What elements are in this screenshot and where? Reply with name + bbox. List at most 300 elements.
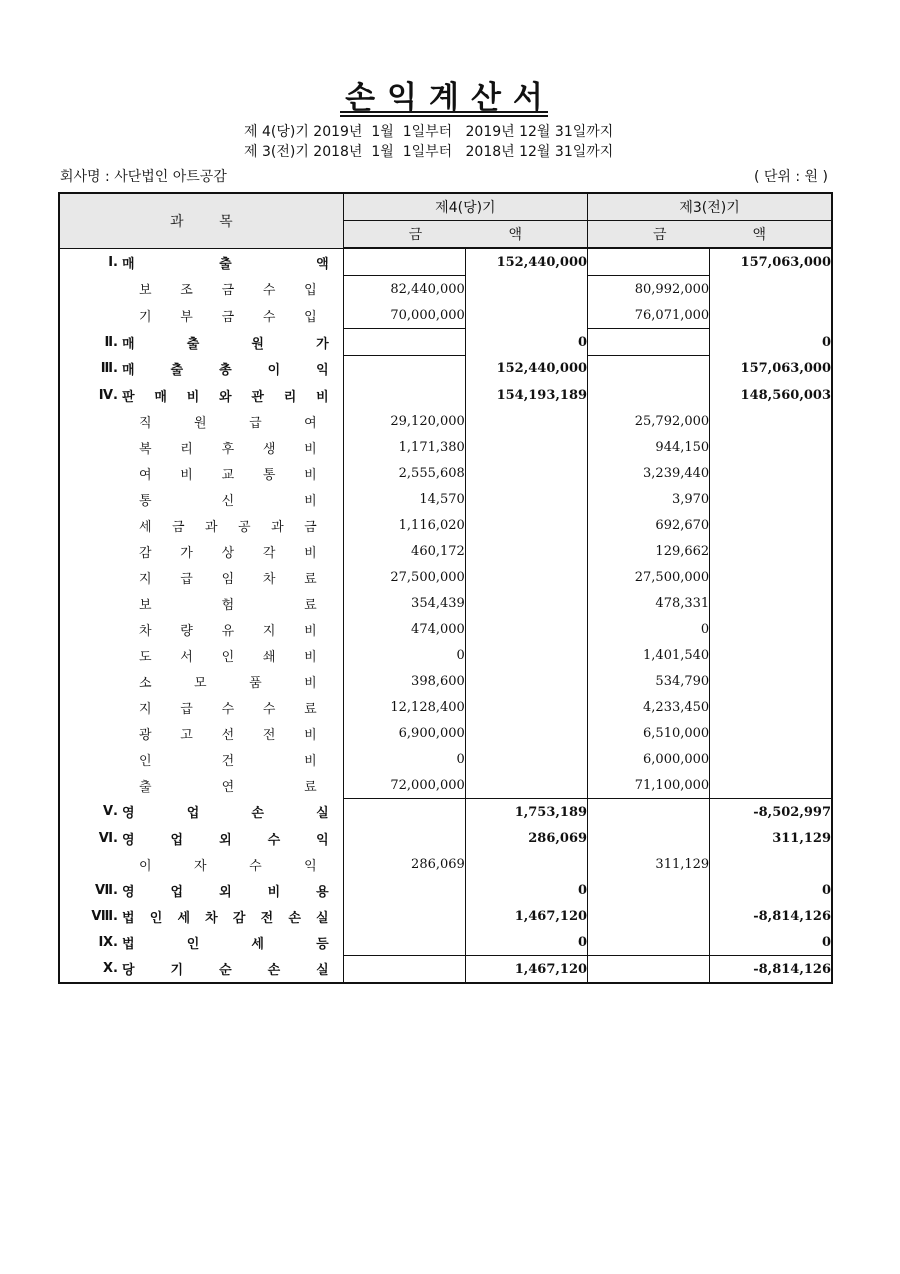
current-detail-amount: 354,439 [343, 590, 465, 616]
current-detail-amount [343, 382, 465, 408]
account-name [118, 881, 343, 900]
label-char: 자 [194, 858, 207, 874]
row-label [59, 877, 343, 903]
label-char: 등 [316, 936, 329, 952]
label-char: 익 [304, 858, 317, 874]
label-char: 임 [221, 571, 235, 587]
current-detail-amount [343, 248, 465, 276]
label-char: 출 [170, 363, 184, 379]
label-char: 업 [186, 806, 200, 822]
current-total-amount: 0 [465, 877, 587, 903]
table-header-row [59, 193, 832, 221]
prior-detail-amount: 4,233,450 [588, 694, 710, 720]
label-char: 료 [304, 779, 317, 795]
label-char: 기 [170, 963, 184, 979]
row-label [59, 799, 343, 826]
current-total-amount [465, 746, 587, 772]
row-label [59, 642, 343, 668]
label-char: 비 [304, 467, 317, 483]
row-label [59, 276, 343, 303]
label-char: 비 [304, 675, 317, 691]
label-char: 지 [262, 623, 276, 639]
current-detail-amount: 286,069 [343, 851, 465, 877]
prior-detail-amount [588, 956, 710, 984]
label-char: 전 [262, 727, 276, 743]
prior-detail-amount: 0 [588, 616, 710, 642]
label-char: 실 [316, 963, 329, 979]
current-detail-amount: 474,000 [343, 616, 465, 642]
label-char: 실 [316, 806, 329, 822]
label-char: 신 [221, 493, 235, 509]
row-label [59, 903, 343, 929]
account-name [118, 333, 343, 352]
account-name [60, 464, 343, 483]
title-underline-second [340, 115, 548, 117]
label-char: 수 [262, 701, 276, 717]
prior-total-amount: 311,129 [710, 825, 832, 851]
account-name [118, 933, 343, 952]
current-total-amount [465, 720, 587, 746]
account-name [60, 646, 343, 665]
table-row [59, 772, 832, 799]
label-char: 서 [180, 649, 193, 665]
row-label [59, 408, 343, 434]
account-name [60, 672, 343, 691]
header-current-period: 제4(당)기 [343, 193, 587, 221]
label-char: 영 [122, 884, 135, 900]
label-char: 각 [262, 545, 276, 561]
currency-unit: ( 단위 : 원 ) [753, 169, 828, 185]
label-char: 비 [186, 389, 200, 405]
prior-detail-amount: 1,401,540 [588, 642, 710, 668]
table-row [59, 486, 832, 512]
label-char: 감 [232, 910, 246, 926]
prior-total-amount [710, 408, 832, 434]
prior-detail-amount: 71,100,000 [588, 772, 710, 799]
account-name [60, 855, 343, 874]
label-char: 가 [316, 336, 329, 352]
prior-total-amount [710, 460, 832, 486]
label-char: 보 [139, 597, 152, 613]
amount-label-1: 금 [408, 227, 423, 243]
prior-total-amount: 0 [710, 929, 832, 956]
prior-detail-amount: 76,071,000 [588, 302, 710, 329]
label-char: 손 [267, 963, 281, 979]
prior-total-amount: -8,814,126 [710, 956, 832, 984]
roman-numeral: Ⅰ. [108, 254, 118, 270]
roman-numeral: Ⅲ. [100, 361, 118, 377]
row-label [59, 356, 343, 383]
label-char: 외 [219, 832, 232, 848]
row-label [59, 512, 343, 538]
title-underline [340, 111, 548, 113]
label-char: 전 [260, 910, 274, 926]
label-char: 세 [177, 910, 190, 926]
table-row [59, 642, 832, 668]
label-char: 비 [304, 753, 317, 769]
row-label [59, 434, 343, 460]
prior-detail-amount: 3,970 [588, 486, 710, 512]
label-char: 업 [170, 832, 184, 848]
table-row [59, 329, 832, 356]
account-name [60, 698, 343, 717]
current-total-amount [465, 642, 587, 668]
current-total-amount [465, 302, 587, 329]
current-total-amount: 0 [465, 329, 587, 356]
current-total-amount: 152,440,000 [465, 356, 587, 383]
label-char: 액 [316, 256, 329, 272]
label-char: 매 [154, 389, 167, 405]
prior-detail-amount: 944,150 [588, 434, 710, 460]
label-char: 후 [221, 441, 235, 457]
label-char: 과 [205, 519, 218, 535]
label-char: 쇄 [262, 649, 276, 665]
label-char: 복 [139, 441, 152, 457]
account-name [60, 620, 343, 639]
label-char: 도 [139, 649, 152, 665]
label-char: 비 [304, 649, 317, 665]
label-char: 이 [267, 363, 281, 379]
current-total-amount: 154,193,189 [465, 382, 587, 408]
prior-total-amount [710, 746, 832, 772]
prior-detail-amount [588, 248, 710, 276]
label-char: 매 [122, 336, 135, 352]
label-char: 익 [316, 363, 329, 379]
prior-total-amount [710, 851, 832, 877]
prior-detail-amount [588, 825, 710, 851]
label-char: 리 [283, 389, 297, 405]
table-row [59, 851, 832, 877]
label-char: 모 [194, 675, 207, 691]
row-label [59, 668, 343, 694]
label-char: 인 [186, 936, 200, 952]
row-label [59, 694, 343, 720]
table-row [59, 512, 832, 538]
roman-numeral: Ⅹ. [103, 961, 118, 977]
current-detail-amount: 1,116,020 [343, 512, 465, 538]
current-detail-amount: 27,500,000 [343, 564, 465, 590]
roman-numeral: Ⅷ. [91, 908, 118, 924]
current-detail-amount: 72,000,000 [343, 772, 465, 799]
current-detail-amount [343, 799, 465, 826]
label-char: 원 [251, 336, 264, 352]
label-char: 비 [316, 389, 329, 405]
account-name [60, 490, 343, 509]
company-name: 회사명 : 사단법인 아트공감 [60, 169, 227, 185]
label-char: 관 [251, 389, 264, 405]
label-char: 비 [304, 493, 317, 509]
label-char: 선 [221, 727, 235, 743]
label-char: 차 [139, 623, 152, 639]
current-total-amount [465, 460, 587, 486]
current-total-amount [465, 564, 587, 590]
table-row [59, 408, 832, 434]
row-label [59, 486, 343, 512]
label-char: 판 [122, 389, 135, 405]
label-char: 수 [262, 283, 276, 299]
current-detail-amount [343, 356, 465, 383]
amount-label-2: 액 [508, 227, 522, 243]
label-char: 입 [304, 309, 317, 325]
prior-total-amount: 157,063,000 [710, 248, 832, 276]
prior-total-amount [710, 616, 832, 642]
header-current-amount [343, 221, 587, 249]
header-prior-amount [588, 221, 832, 249]
label-char: 급 [180, 701, 193, 717]
label-char: 통 [139, 493, 152, 509]
label-char: 금 [221, 309, 235, 325]
prior-detail-amount: 6,510,000 [588, 720, 710, 746]
label-char: 수 [262, 309, 276, 325]
label-char: 세 [139, 519, 152, 535]
roman-numeral: Ⅴ. [103, 804, 118, 820]
current-total-amount [465, 408, 587, 434]
label-char: 익 [316, 832, 329, 848]
current-total-amount [465, 486, 587, 512]
account-name [60, 568, 343, 587]
table-body [59, 248, 832, 983]
label-char: 순 [219, 963, 232, 979]
table-row [59, 616, 832, 642]
row-label [59, 382, 343, 408]
roman-numeral: Ⅱ. [104, 334, 118, 350]
current-total-amount [465, 694, 587, 720]
label-char: 입 [304, 283, 317, 299]
table-row [59, 460, 832, 486]
prior-detail-amount: 534,790 [588, 668, 710, 694]
label-char: 량 [180, 623, 193, 639]
prior-detail-amount [588, 329, 710, 356]
prior-total-amount [710, 642, 832, 668]
prior-detail-amount: 692,670 [588, 512, 710, 538]
current-detail-amount [343, 877, 465, 903]
table-row [59, 720, 832, 746]
table-row [59, 590, 832, 616]
label-char: 총 [219, 363, 232, 379]
account-name [60, 776, 343, 795]
current-total-amount [465, 276, 587, 303]
prior-detail-amount: 478,331 [588, 590, 710, 616]
current-period-line: 제 4(당)기 2019년 1월 1일부터 2019년 12월 31일까지 [244, 124, 614, 140]
current-total-amount [465, 538, 587, 564]
account-name [118, 907, 343, 926]
current-total-amount [465, 772, 587, 799]
label-char: 세 [251, 936, 264, 952]
label-char: 조 [180, 283, 193, 299]
prior-total-amount [710, 434, 832, 460]
account-name [60, 724, 343, 743]
row-label [59, 929, 343, 956]
table-row [59, 877, 832, 903]
label-char: 여 [304, 415, 317, 431]
label-char: 지 [139, 701, 152, 717]
header-item: 과 목 [59, 193, 343, 248]
prior-period-line: 제 3(전)기 2018년 1월 1일부터 2018년 12월 31일까지 [244, 144, 614, 160]
label-char: 매 [122, 363, 135, 379]
label-char: 출 [139, 779, 152, 795]
roman-numeral: Ⅶ. [95, 882, 118, 898]
account-name [60, 279, 343, 298]
prior-total-amount [710, 564, 832, 590]
income-statement-table [58, 192, 833, 984]
label-char: 지 [139, 571, 152, 587]
label-char: 감 [139, 545, 152, 561]
label-char: 업 [170, 884, 184, 900]
label-char: 고 [180, 727, 193, 743]
label-char: 급 [249, 415, 262, 431]
current-total-amount: 1,467,120 [465, 903, 587, 929]
account-name [60, 306, 343, 325]
prior-detail-amount: 3,239,440 [588, 460, 710, 486]
row-label [59, 746, 343, 772]
label-char: 비 [304, 727, 317, 743]
label-char: 기 [139, 309, 152, 325]
prior-total-amount: -8,502,997 [710, 799, 832, 826]
current-detail-amount [343, 929, 465, 956]
roman-numeral: Ⅵ. [98, 830, 118, 846]
row-label [59, 538, 343, 564]
table-row [59, 248, 832, 276]
amount-label-1: 금 [653, 227, 667, 243]
account-name [118, 359, 343, 378]
account-name [118, 802, 343, 821]
label-char: 품 [249, 675, 262, 691]
current-total-amount [465, 668, 587, 694]
row-label [59, 564, 343, 590]
label-char: 비 [304, 441, 317, 457]
row-label [59, 248, 343, 276]
label-char: 보 [139, 283, 152, 299]
prior-detail-amount [588, 799, 710, 826]
label-char: 영 [122, 832, 135, 848]
label-char: 이 [139, 858, 152, 874]
label-char: 광 [139, 727, 152, 743]
current-total-amount [465, 851, 587, 877]
current-detail-amount: 14,570 [343, 486, 465, 512]
current-detail-amount: 1,171,380 [343, 434, 465, 460]
label-char: 수 [249, 858, 262, 874]
prior-detail-amount: 6,000,000 [588, 746, 710, 772]
label-char: 가 [180, 545, 193, 561]
table-row [59, 799, 832, 826]
prior-detail-amount: 80,992,000 [588, 276, 710, 303]
table-row [59, 538, 832, 564]
current-total-amount: 0 [465, 929, 587, 956]
current-detail-amount [343, 825, 465, 851]
label-char: 비 [267, 884, 281, 900]
label-char: 법 [122, 910, 135, 926]
current-total-amount: 286,069 [465, 825, 587, 851]
account-name [60, 750, 343, 769]
label-char: 건 [221, 753, 235, 769]
label-char: 교 [221, 467, 235, 483]
label-char: 료 [304, 701, 317, 717]
label-char: 용 [316, 884, 329, 900]
current-detail-amount [343, 329, 465, 356]
current-detail-amount: 2,555,608 [343, 460, 465, 486]
account-name [60, 594, 343, 613]
account-name [118, 959, 343, 978]
prior-total-amount: -8,814,126 [710, 903, 832, 929]
row-label [59, 825, 343, 851]
label-char: 당 [122, 963, 135, 979]
prior-total-amount: 0 [710, 877, 832, 903]
label-char: 매 [122, 256, 135, 272]
label-char: 비 [180, 467, 193, 483]
prior-total-amount: 0 [710, 329, 832, 356]
label-char: 비 [304, 545, 317, 561]
prior-detail-amount: 129,662 [588, 538, 710, 564]
current-total-amount [465, 590, 587, 616]
label-char: 수 [267, 832, 281, 848]
label-char: 차 [262, 571, 276, 587]
label-char: 직 [139, 415, 152, 431]
table-row [59, 668, 832, 694]
account-name [60, 438, 343, 457]
prior-total-amount [710, 720, 832, 746]
label-char: 인 [139, 753, 152, 769]
label-char: 소 [139, 675, 152, 691]
prior-total-amount [710, 276, 832, 303]
prior-total-amount [710, 772, 832, 799]
current-detail-amount: 460,172 [343, 538, 465, 564]
current-total-amount: 1,467,120 [465, 956, 587, 984]
row-label [59, 956, 343, 984]
label-char: 연 [221, 779, 235, 795]
label-char: 금 [304, 519, 317, 535]
label-char: 리 [180, 441, 193, 457]
label-char: 비 [304, 623, 317, 639]
account-name [60, 542, 343, 561]
current-total-amount: 1,753,189 [465, 799, 587, 826]
current-detail-amount: 0 [343, 746, 465, 772]
label-char: 여 [139, 467, 152, 483]
row-label [59, 772, 343, 799]
row-label [59, 590, 343, 616]
label-char: 손 [288, 910, 301, 926]
current-total-amount [465, 616, 587, 642]
label-char: 법 [122, 936, 135, 952]
current-total-amount: 152,440,000 [465, 248, 587, 276]
current-detail-amount: 12,128,400 [343, 694, 465, 720]
label-char: 생 [262, 441, 276, 457]
prior-total-amount: 148,560,003 [710, 382, 832, 408]
current-detail-amount [343, 956, 465, 984]
label-char: 금 [221, 283, 235, 299]
table-row [59, 356, 832, 383]
prior-total-amount [710, 512, 832, 538]
table-row [59, 903, 832, 929]
current-detail-amount: 70,000,000 [343, 302, 465, 329]
table-row [59, 302, 832, 329]
prior-total-amount [710, 486, 832, 512]
label-char: 손 [251, 806, 264, 822]
label-char: 공 [238, 519, 251, 535]
row-label [59, 329, 343, 356]
current-detail-amount [343, 903, 465, 929]
current-detail-amount: 29,120,000 [343, 408, 465, 434]
prior-detail-amount [588, 903, 710, 929]
table-row [59, 382, 832, 408]
table-row [59, 564, 832, 590]
row-label [59, 720, 343, 746]
label-char: 인 [149, 910, 163, 926]
label-char: 급 [180, 571, 193, 587]
label-char: 출 [219, 256, 232, 272]
prior-detail-amount [588, 929, 710, 956]
table-row [59, 929, 832, 956]
current-detail-amount: 0 [343, 642, 465, 668]
